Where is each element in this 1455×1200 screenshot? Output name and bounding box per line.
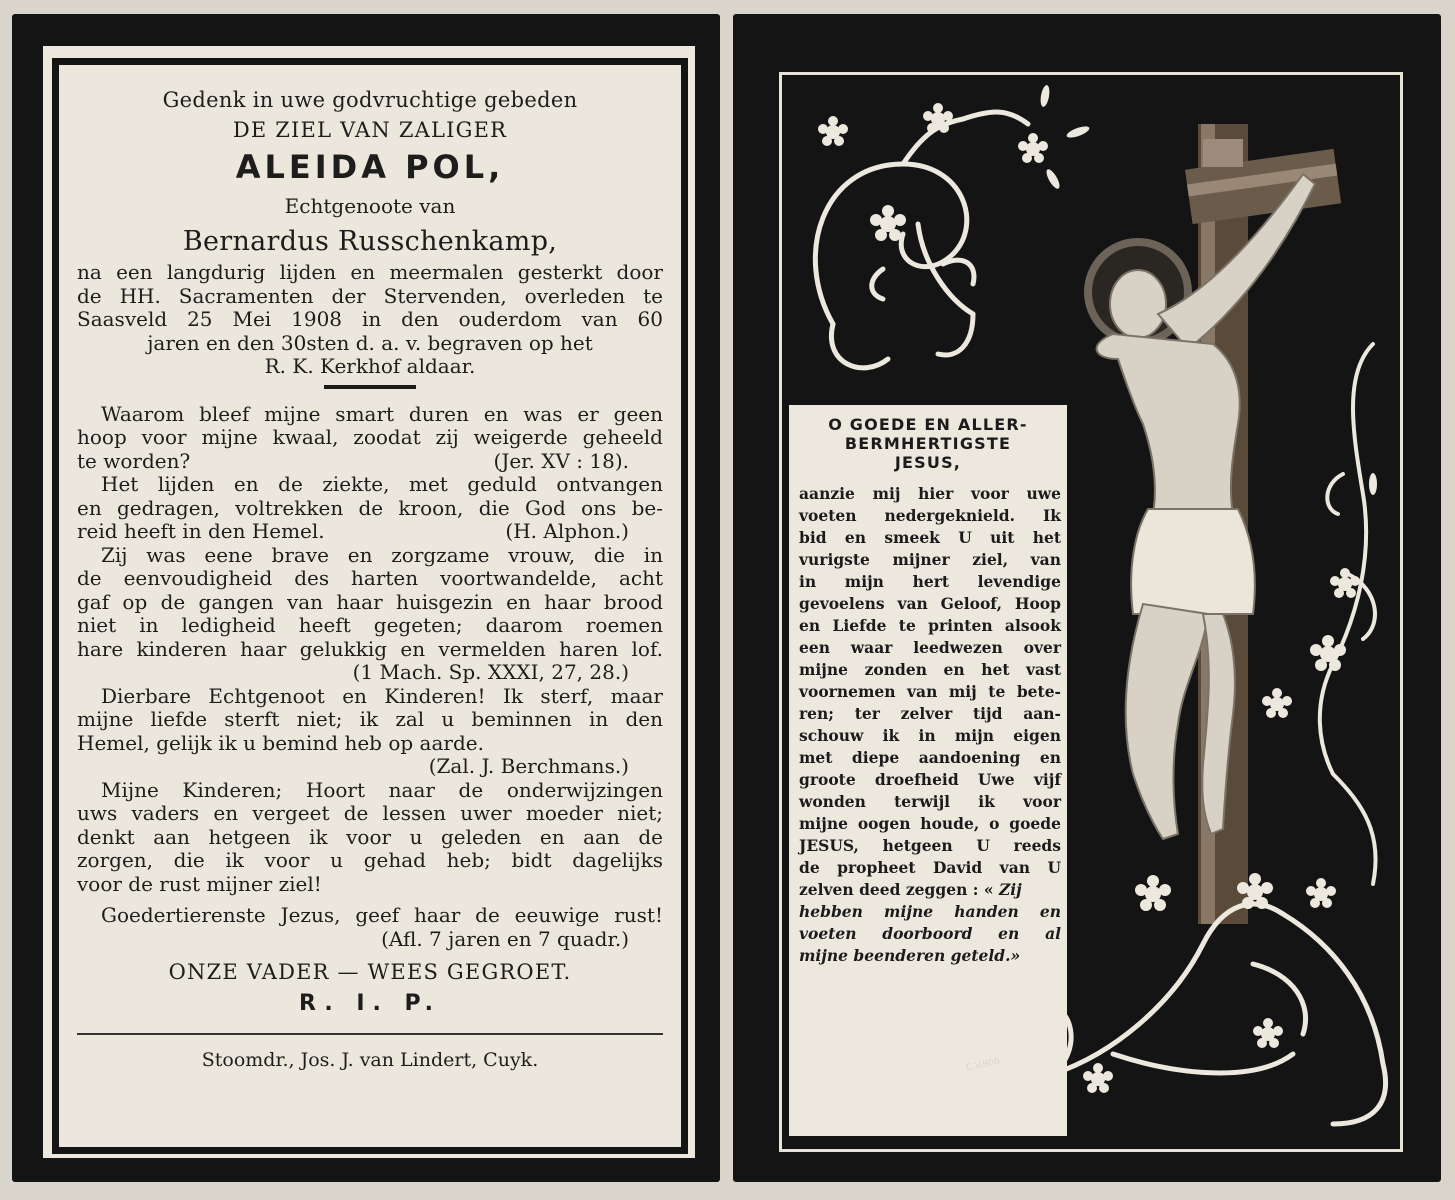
quote-line: Zij was eene brave en zorgzame vrouw, die in xyxy=(101,542,663,567)
quote-line: hoop voor mijne kwaal, zoodat zij weigerde geheeld xyxy=(77,425,663,449)
quote-line: reid heeft in den Hemel. xyxy=(77,519,325,543)
prayer-title-line: BERMHERTIGSTE xyxy=(844,434,1012,453)
quote-source: (Zal. J. Berchmans.) xyxy=(428,754,629,778)
quote-line: en gedragen, voltrekken de kroon, die God ons be- xyxy=(77,495,663,520)
prayer-line-mixed xyxy=(799,879,1061,901)
quote-line: voor de rust mijner ziel! xyxy=(77,871,322,896)
prayer-title-line: O GOEDE EN ALLER- xyxy=(828,415,1028,434)
rip-text: R. I. P. xyxy=(298,991,441,1016)
quote-source: (1 Mach. Sp. XXXI, 27, 28.) xyxy=(352,660,629,684)
quote-line: te worden? xyxy=(77,448,191,473)
spouse-label: Echtgenoote van xyxy=(284,194,456,218)
prayer-request: ONZE VADER — WEES GEGROET. xyxy=(168,960,572,984)
printer-credit: Stoomdr., Jos. J. van Lindert, Cuyk. xyxy=(201,1049,539,1071)
artist-signature: C.V.900 xyxy=(965,1056,1001,1074)
mourning-border xyxy=(52,58,688,1154)
bio-line: na een langdurig lijden en meermalen gesterkt door xyxy=(77,260,663,284)
prayer-italic-line: hebben mijne handen en xyxy=(799,902,1061,921)
prayer-italic-line: Zij xyxy=(998,880,1022,899)
prayer-line: zelven deed zeggen : « xyxy=(799,880,994,899)
memorial-card-text-side xyxy=(12,14,720,1182)
prayer-line: ren; ter zelver tijd aan- xyxy=(799,704,1061,723)
memorial-card-image-side xyxy=(733,14,1441,1182)
quote-line-with-source xyxy=(77,450,663,474)
quote-line: Mijne Kinderen; Hoort naar de onderwijzingen xyxy=(101,777,663,802)
prayer-line: voeten nedergeknield. Ik xyxy=(799,506,1061,525)
quote-line-with-source xyxy=(77,520,663,544)
bio-line: de HH. Sacramenten der Stervenden, overleden te xyxy=(77,283,663,308)
card-text-block xyxy=(77,85,663,1073)
quote-source: (H. Alphon.) xyxy=(505,519,629,543)
divider-rule xyxy=(324,385,416,389)
floral-ornament-right xyxy=(1320,344,1376,884)
prayer-line: gevoelens van Geloof, Hoop xyxy=(799,594,1061,613)
prayer-line: groote droefheid Uwe vijf xyxy=(799,770,1061,789)
prayer-italic-line: mijne beenderen geteld.» xyxy=(799,946,1021,965)
prayer-line: met diepe aandoening en xyxy=(799,748,1061,767)
prayer-line: en Liefde te printen alsook xyxy=(799,616,1061,635)
quote-line: mijne liefde sterft niet; ik zal u beminnen in den xyxy=(77,707,663,731)
prayer-body xyxy=(799,483,1061,967)
prayer-title xyxy=(789,415,1067,472)
prayer-line: aanzie mij hier voor uwe xyxy=(799,484,1061,503)
prayer-line: mijne zonden en het vast xyxy=(799,660,1061,679)
prayer-line: wonden terwijl ik voor xyxy=(799,792,1061,811)
quote-line: de eenvoudigheid des harten voortwandelde, acht xyxy=(77,566,663,590)
closing-prayer: Goedertierenste Jezus, geef haar de eeuwige rust! xyxy=(101,903,663,927)
footer-rule xyxy=(77,1033,663,1035)
quote-line: gaf op de gangen van haar huisgezin en haar brood xyxy=(77,589,663,614)
quote-line: uws vaders en vergeet de lessen uwer moeder niet; xyxy=(77,801,663,825)
floral-ornament-top xyxy=(815,112,1028,368)
quote-line: denkt aan hetgeen ik voor u geleden en aan de xyxy=(77,824,663,849)
prayer-line: een waar leedwezen over xyxy=(799,638,1061,657)
prayer-line: JESUS, hetgeen U reeds xyxy=(799,836,1061,855)
flower-icons-top xyxy=(818,84,1091,241)
bio-line: jaren en den 30sten d. a. v. begraven op het xyxy=(147,330,593,355)
quote-source: (Jer. XV : 18). xyxy=(493,448,629,473)
prayer-italic-line: voeten doorboord en al xyxy=(799,924,1061,943)
prayer-line: in mijn hert levendige xyxy=(799,572,1061,591)
quote-line: hare kinderen haar gelukkig en vermelden haren lof. xyxy=(77,636,663,661)
bio-line: Saasveld 25 Mei 1908 in den ouderdom van 60 xyxy=(77,307,663,331)
prayer-line: schouw ik in mijn eigen xyxy=(799,726,1061,745)
quote-line: Dierbare Echtgenoot en Kinderen! Ik sterf, maar xyxy=(101,683,663,708)
quote-line: Hemel, gelijk ik u bemind heb op aarde. xyxy=(77,730,484,755)
bio-line: R. K. Kerkhof aldaar. xyxy=(264,354,476,378)
prayer-line: mijne oogen houde, o goede xyxy=(799,814,1061,833)
prayer-line: voornemen van mij te bete- xyxy=(799,682,1061,701)
card-paper xyxy=(43,46,695,1158)
age-note: (Afl. 7 jaren en 7 quadr.) xyxy=(381,926,629,951)
deceased-name: ALEIDA POL, xyxy=(235,148,505,186)
quote-line: Waarom bleef mijne smart duren en was er geen xyxy=(101,401,663,426)
prayer-line: bid en smeek U uit het xyxy=(799,528,1061,547)
header-line-2: DE ZIEL VAN ZALIGER xyxy=(232,118,508,142)
prayer-line: vurigste mijner ziel, van xyxy=(799,550,1061,569)
quote-line: Het lijden en de ziekte, met geduld ontvangen xyxy=(101,472,663,496)
quote-line: zorgen, die ik voor u gehad heb; bidt dagelijks xyxy=(77,848,663,872)
prayer-panel xyxy=(789,405,1067,1136)
header-line-1: Gedenk in uwe godvruchtige gebeden xyxy=(162,88,578,112)
spouse-name: Bernardus Russchenkamp, xyxy=(182,226,558,257)
quote-line: niet in ledigheid heeft gegeten; daarom roemen xyxy=(77,613,663,637)
prayer-title-line: JESUS, xyxy=(894,453,962,472)
prayer-line: de propheet David van U xyxy=(799,858,1061,877)
